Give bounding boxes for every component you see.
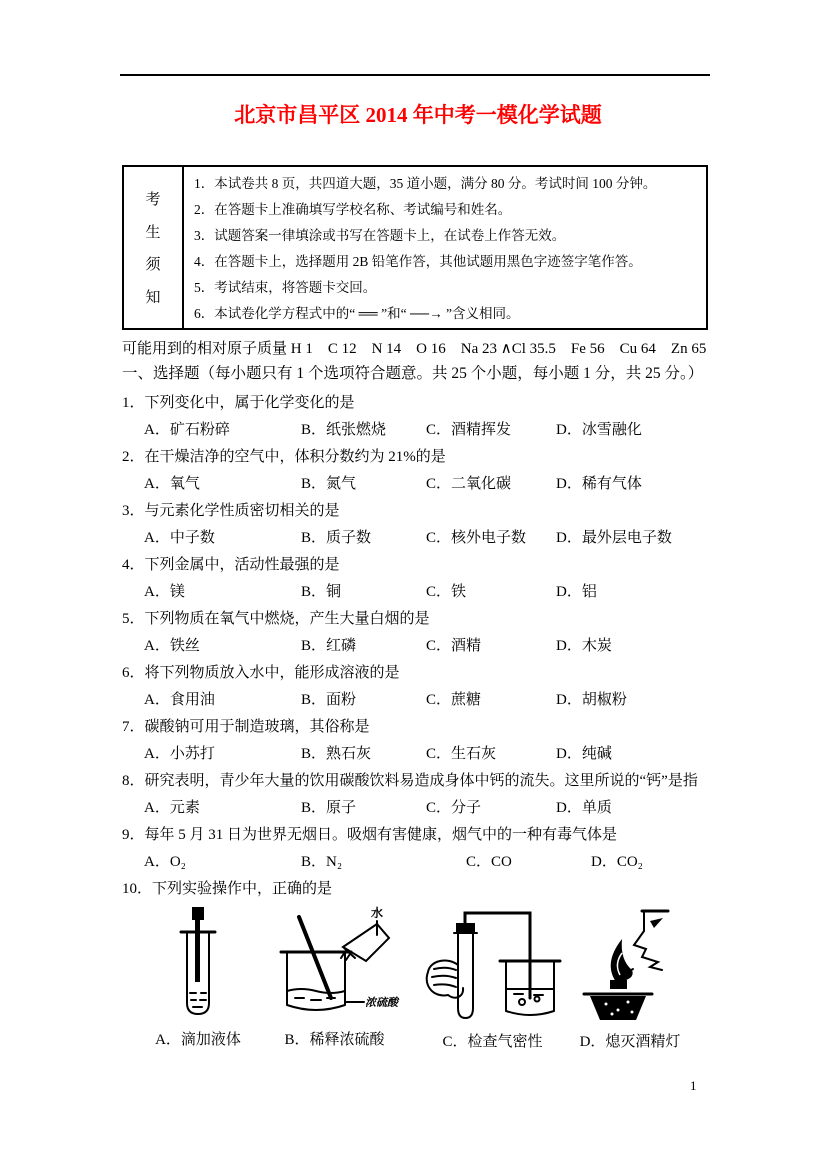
option-c: C．分子 [426, 800, 482, 816]
question-1 [122, 390, 714, 444]
option-c: C．酒精挥发 [426, 422, 512, 438]
notice-item: 3．试题答案一律填涂或书写在答题卡上，在试卷上作答无效。 [194, 228, 566, 243]
option-b: B．N₂ [301, 854, 343, 870]
question-8 [122, 768, 714, 822]
question-10-figures [122, 905, 714, 1070]
option-c: C．核外电子数 [426, 530, 527, 546]
option-a: A．矿石粉碎 [144, 422, 230, 438]
question-text: 9．每年 5 月 31 日为世界无烟日。吸烟有害健康，烟气中的一种有毒气体是 [122, 827, 618, 843]
notice-header-vertical [124, 167, 184, 328]
option-a: A．O₂ [144, 854, 186, 870]
option-d: D．纯碱 [556, 746, 612, 762]
air-tightness-check-icon [418, 905, 568, 1027]
option-b: B．铜 [301, 584, 342, 600]
option-c: C．蔗糖 [426, 692, 482, 708]
option-d: D．胡椒粉 [556, 692, 627, 708]
notice-header-char: 考 [145, 192, 161, 209]
question-text: 10．下列实验操作中，正确的是 [122, 881, 333, 897]
notice-item: 6．本试卷化学方程式中的“ ══ ”和“ ──→ ”含义相同。 [194, 306, 520, 321]
question-4 [122, 552, 714, 606]
question-options [122, 525, 714, 552]
option-d: D．冰雪融化 [556, 422, 642, 438]
question-options [122, 579, 714, 606]
question-text: 8．研究表明，青少年大量的饮用碳酸饮料易造成身体中钙的流失。这里所说的“钙”是指 [122, 773, 698, 789]
question-2 [122, 444, 714, 498]
question-options [122, 633, 714, 660]
figure-d [560, 905, 700, 1056]
question-text: 2．在干燥洁净的空气中，体积分数约为 21%的是 [122, 449, 446, 465]
question-options [122, 417, 714, 444]
question-options [122, 849, 714, 876]
option-a: A．食用油 [144, 692, 215, 708]
option-c: C．酒精 [426, 638, 482, 654]
question-text: 6．将下列物质放入水中，能形成溶液的是 [122, 665, 400, 681]
question-7 [122, 714, 714, 768]
figure-a [136, 905, 260, 1054]
blow-out-lamp-icon [570, 905, 690, 1027]
notice-header-char: 知 [145, 289, 161, 306]
question-text: 1．下列变化中，属于化学变化的是 [122, 395, 355, 411]
dilute-acid-beaker-icon [265, 905, 405, 1025]
option-c: C．生石灰 [426, 746, 497, 762]
option-d: D．木炭 [556, 638, 612, 654]
option-d: D．最外层电子数 [556, 530, 672, 546]
document-content [122, 0, 714, 1070]
question-text: 5．下列物质在氧气中燃烧，产生大量白烟的是 [122, 611, 430, 627]
water-label: 水 [370, 906, 383, 920]
figure-caption: C．检查气密性 [442, 1034, 543, 1050]
question-6 [122, 660, 714, 714]
option-c: C．二氧化碳 [426, 476, 512, 492]
dropper-test-tube-icon [163, 905, 233, 1025]
option-c: C．CO [466, 854, 512, 870]
notice-items [184, 167, 706, 328]
atomic-mass-line: 可能用到的相对原子质量 H 1 C 12 N 14 O 16 Na 23 ∧Cl 35.5 Fe 56 Cu 64 Zn 65 [122, 341, 707, 357]
figure-caption: A．滴加液体 [155, 1032, 241, 1048]
question-text: 3．与元素化学性质密切相关的是 [122, 503, 340, 519]
figure-caption: D．熄灭酒精灯 [579, 1034, 681, 1050]
question-3 [122, 498, 714, 552]
option-b: B．面粉 [301, 692, 357, 708]
option-d: D．单质 [556, 800, 612, 816]
notice-header-char: 生 [145, 224, 161, 241]
question-options [122, 687, 714, 714]
question-text: 4．下列金属中，活动性最强的是 [122, 557, 340, 573]
section-header: 一、选择题（每小题只有 1 个选项符合题意。共 25 个小题，每小题 1 分，共 25 分。） [122, 365, 704, 382]
option-b: B．质子数 [301, 530, 372, 546]
option-a: A．中子数 [144, 530, 215, 546]
option-b: B．纸张燃烧 [301, 422, 387, 438]
option-a: A．元素 [144, 800, 200, 816]
option-b: B．氮气 [301, 476, 357, 492]
notice-box [122, 165, 708, 330]
page-title: 北京市昌平区 2014 年中考一模化学试题 [234, 103, 602, 127]
question-options [122, 795, 714, 822]
notice-item: 1．本试卷共 8 页，共四道大题，35 道小题，满分 80 分。考试时间 100 分钟。 [194, 176, 657, 191]
question-options [122, 471, 714, 498]
question-10 [122, 876, 714, 1070]
question-9 [122, 822, 714, 876]
figure-caption: B．稀释浓硫酸 [284, 1032, 385, 1048]
option-a: A．小苏打 [144, 746, 215, 762]
question-5 [122, 606, 714, 660]
option-b: B．红磷 [301, 638, 357, 654]
option-d: D．铝 [556, 584, 597, 600]
option-a: A．镁 [144, 584, 185, 600]
option-b: B．原子 [301, 800, 357, 816]
option-d: D．CO₂ [591, 854, 643, 870]
question-text: 7．碳酸钠可用于制造玻璃，其俗称是 [122, 719, 370, 735]
option-a: A．铁丝 [144, 638, 200, 654]
option-d: D．稀有气体 [556, 476, 642, 492]
figure-c [415, 905, 570, 1056]
option-a: A．氧气 [144, 476, 200, 492]
page-number: 1 [690, 1078, 697, 1093]
option-b: B．熟石灰 [301, 746, 372, 762]
notice-item: 5．考试结束，将答题卡交回。 [194, 280, 377, 295]
notice-item: 4．在答题卡上，选择题用 2B 铅笔作答，其他试题用黑色字迹签字笔作答。 [194, 254, 642, 269]
acid-label: 浓硫酸 [364, 997, 398, 1009]
question-options [122, 741, 714, 768]
notice-header-char: 须 [145, 257, 161, 274]
figure-b [262, 905, 407, 1054]
option-c: C．铁 [426, 584, 467, 600]
notice-item: 2．在答题卡上准确填写学校名称、考试编号和姓名。 [194, 202, 512, 217]
